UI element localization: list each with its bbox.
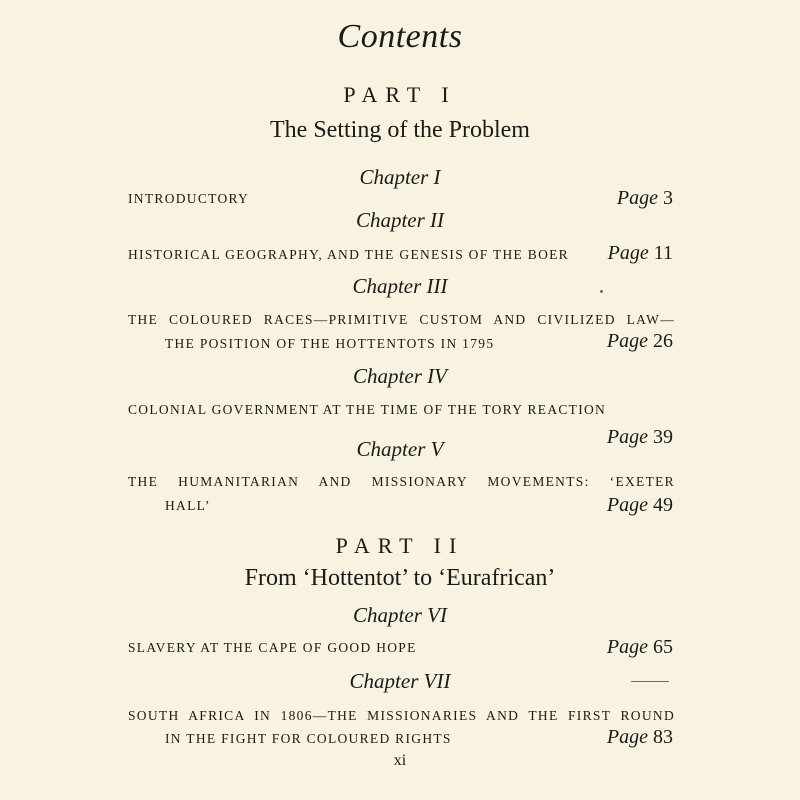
chapter-7-title-line-1: SOUTH AFRICA IN 1806—THE MISSIONARIES AND THE FIRST ROUND — [128, 708, 675, 723]
chapter-7-page-ref — [607, 726, 673, 749]
page-number: 11 — [653, 242, 673, 264]
chapter-6-page-ref — [607, 636, 673, 659]
chapter-3-page-ref — [607, 330, 673, 353]
chapter-1-page-ref — [617, 187, 673, 210]
page-number: 3 — [663, 187, 673, 209]
part-2-label: PART II — [335, 533, 465, 558]
page-label: Page — [616, 187, 658, 209]
chapter-4-heading: Chapter IV — [353, 364, 447, 388]
chapter-2-title: HISTORICAL GEOGRAPHY, AND THE GENESIS OF THE BOER — [128, 247, 569, 262]
chapter-2-page-ref — [608, 242, 673, 265]
chapter-1-heading: Chapter I — [359, 165, 441, 189]
page-label: Page — [606, 426, 648, 448]
chapter-1-title: INTRODUCTORY — [128, 191, 250, 206]
page-number: 65 — [653, 636, 673, 658]
chapter-5-heading: Chapter V — [356, 437, 444, 461]
part-2-title: From ‘Hottentot’ to ‘Eurafrican’ — [244, 565, 556, 591]
part-1-title: The Setting of the Problem — [270, 117, 530, 143]
page-label: Page — [606, 636, 648, 658]
page-label: Page — [607, 242, 649, 264]
chapter-2-heading: Chapter II — [355, 208, 445, 232]
page-folio: xi — [393, 752, 407, 769]
chapter-6-title: SLAVERY AT THE CAPE OF GOOD HOPE — [128, 640, 417, 655]
chapter-3-heading: Chapter III — [352, 274, 448, 298]
page-label: Page — [606, 494, 648, 516]
page-number: 39 — [653, 426, 673, 448]
chapter-4-title: COLONIAL GOVERNMENT AT THE TIME OF THE TORY REACTION — [128, 402, 607, 417]
chapter-6-heading: Chapter VI — [353, 603, 447, 627]
paper-mark — [631, 681, 669, 682]
page-title: Contents — [337, 18, 463, 55]
chapter-3-title-line-1: THE COLOURED RACES—PRIMITIVE CUSTOM AND CIVILIZED LAW— — [128, 312, 675, 327]
chapter-3-title-line-2: THE POSITION OF THE HOTTENTOTS IN 1795 — [165, 336, 495, 351]
page-number: 83 — [653, 726, 673, 748]
page-number: 26 — [653, 330, 673, 352]
paper-speck — [600, 290, 603, 293]
page-label: Page — [606, 330, 648, 352]
chapter-7-heading: Chapter VII — [349, 669, 451, 693]
page-label: Page — [606, 726, 648, 748]
chapter-7-title-line-2: IN THE FIGHT FOR COLOURED RIGHTS — [165, 731, 452, 746]
page-number: 49 — [653, 494, 673, 516]
chapter-5-page-ref — [607, 494, 673, 517]
chapter-5-title-line-2: HALL’ — [165, 498, 211, 513]
part-1-label: PART I — [343, 82, 457, 107]
chapter-5-title-line-1: THE HUMANITARIAN AND MISSIONARY MOVEMENTS: ‘EXETER — [128, 474, 675, 489]
